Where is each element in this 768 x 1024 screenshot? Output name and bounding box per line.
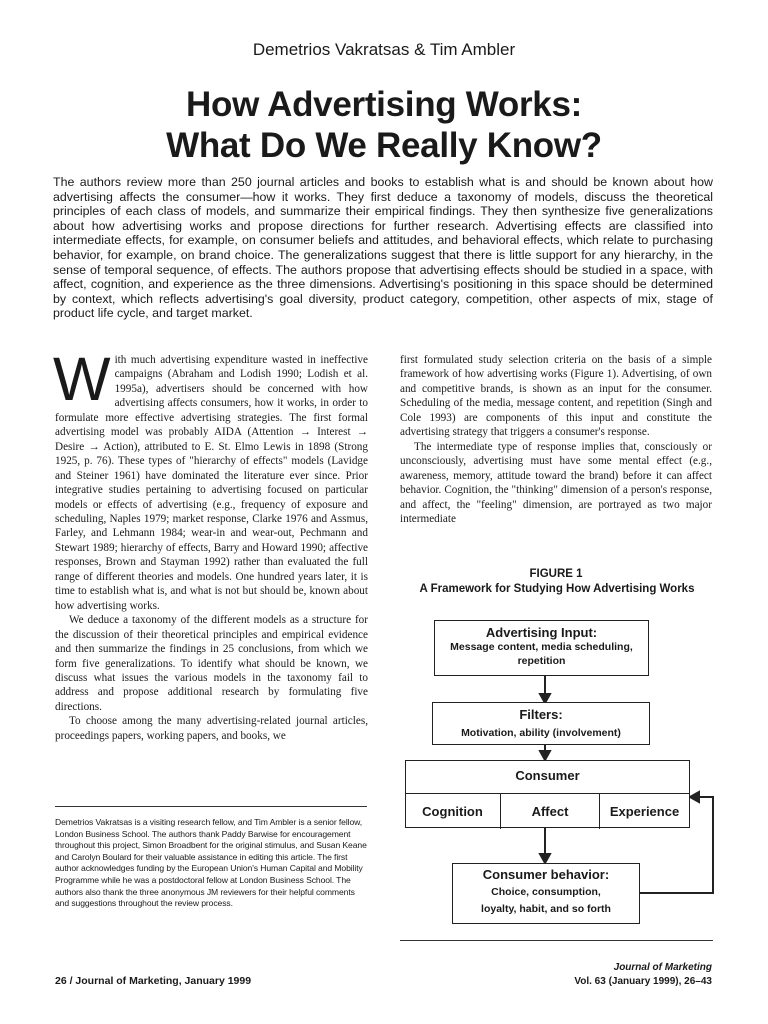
consumer-box xyxy=(405,760,690,828)
body-paragraph-1: ith much advertising expenditure wasted in ineffective campaigns (Abraham and Lodish 1990; Lodish et al. 1995a), advertisers should be concerned with how advertising affects consumers, how it works, in order to formulate more effective advertising strategies. The first formal advertising model was probably AIDA (Attention → Interest → Desire → Action), attributed to E. St. Elmo Lewis in 1898 (Strong 1925, p. 76). These types of "hierarchy of effects" models (Lavidge and Steiner 1961) have dominated the literature ever since. Prior integrative studies pertaining to advertising focused on particular models or effects of advertising (e.g., frequency of exposure and scheduling, Naples 1979; market response, Clarke 1976 and Assmus, Farley, and Lehmann 1984; wear-in and wear-out, Pechmann and Stewart 1989; hierarchy of effects, Barry and Howard 1990; affective responses, Brown and Stayman 1992) rather than evaluated the full range of different theories and models. One hundred years later, it is time to establish what is, and what is not but should be, known about how advertising works. xyxy=(55,354,368,612)
drop-cap: W xyxy=(53,345,111,413)
advertising-input-detail-1: Message content, media scheduling, xyxy=(450,641,633,653)
body-paragraph-4: first formulated study selection criteria on the basis of a simple framework of how advertising works (Figure 1). Advertising, of own and competitive brands, is shown as an input for the consumer. Scheduling of the media, message content, and repetition (Singh and Cole 1993) are components of this input and constitute the advertising strategy that triggers a consumer's response. xyxy=(400,354,712,439)
author-footnote: Demetrios Vakratsas is a visiting research fellow, and Tim Ambler is a senior fellow, London Business School. The authors thank Paddy Barwise for encouragement throughout this project, Simon Broadbent for the original stimulus, and Susan Keane and Carolyn Boulard for their valuable assistance in editing this article. The first author acknowledges funding by the European Union's Human Capital and Mobility Programme while he was a postdoctoral fellow at London Business School. The authors also thank the three anonymous JM reviewers for their helpful comments and suggestions throughout the review process. xyxy=(55,817,367,909)
figure-number: FIGURE 1 xyxy=(529,568,583,580)
footer-journal-name: Journal of Marketing xyxy=(613,962,712,973)
footer-volume: Vol. 63 (January 1999), 26–43 xyxy=(574,976,712,987)
filters-heading: Filters: xyxy=(519,707,563,722)
advertising-input-heading: Advertising Input: xyxy=(485,625,598,640)
consumer-behavior-box xyxy=(452,863,640,924)
filters-detail: Motivation, ability (involvement) xyxy=(461,727,621,739)
arrowhead-behavior xyxy=(540,854,550,863)
arrowhead-consumer xyxy=(540,751,550,760)
page-footer-citation: 26 / Journal of Marketing, January 1999 xyxy=(55,975,252,987)
consumer-dimensions-row xyxy=(405,793,690,829)
body-paragraph-2: We deduce a taxonomy of the different models as a structure for the discussion of their theoretical principles and empirical evidence and then summarize the findings in 25 conclusions, from which we form five generalizations. To identify what should be known, we discuss what issues the various models in the taxonomy fail to address and propose additional research by formulating five directions. xyxy=(55,614,368,713)
figure-title: A Framework for Studying How Advertising Works xyxy=(419,583,695,595)
body-paragraph-3: To choose among the many advertising-related journal articles, proceedings papers, working papers, and books, we xyxy=(55,715,368,742)
experience-cell: Experience xyxy=(609,804,680,819)
cognition-cell: Cognition xyxy=(405,794,501,829)
author-names: Demetrios Vakratsas & Tim Ambler xyxy=(252,40,516,59)
advertising-input-detail-2: repetition xyxy=(517,655,566,667)
figure-bottom-rule xyxy=(400,940,713,941)
body-paragraph-5: The intermediate type of response implies that, consciously or unconsciously, advertising must have some mental effect (e.g., awareness, memory, attitude toward the brand) before it can affect behavior. Cognition, the "thinking" dimension of a person's response, and affect, the "feeling" dimension, are portrayed as two major intermediate xyxy=(400,440,712,525)
affect-cell: Affect xyxy=(501,794,600,829)
consumer-behavior-heading: Consumer behavior: xyxy=(482,867,610,882)
title-line-2: What Do We Really Know? xyxy=(166,126,602,165)
filters-box xyxy=(432,702,650,745)
consumer-behavior-detail-1: Choice, consumption, xyxy=(491,886,601,898)
advertising-input-box xyxy=(434,620,649,676)
consumer-behavior-detail-2: loyalty, habit, and so forth xyxy=(481,903,611,915)
title-line-1: How Advertising Works: xyxy=(186,85,582,124)
arrowhead-feedback xyxy=(690,792,699,802)
abstract: The authors review more than 250 journal articles and books to establish what is and should be known about how advertising affects the consumer—how it works. They first deduce a taxonomy of models, discuss the theoretical principles of each class of models, and summarize their empirical findings. They then synthesize five generalizations about how advertising works and propose directions for further research. Advertising effects are classified into intermediate effects, for example, on consumer beliefs and attitudes, and behavioral effects, which relate to purchasing behavior, for example, on brand choice. The generalizations suggest that there is little support for any hierarchy, in the sense of temporal sequence, of effects. The authors propose that advertising effects should be studied in a space, with affect, cognition, and experience as the three dimensions. Advertising's positioning in this space should be determined by context, which reflects advertising's goal diversity, product category, competition, other aspects of mix, stage of product life cycle, and target market. xyxy=(53,175,713,321)
consumer-heading: Consumer xyxy=(515,768,580,783)
